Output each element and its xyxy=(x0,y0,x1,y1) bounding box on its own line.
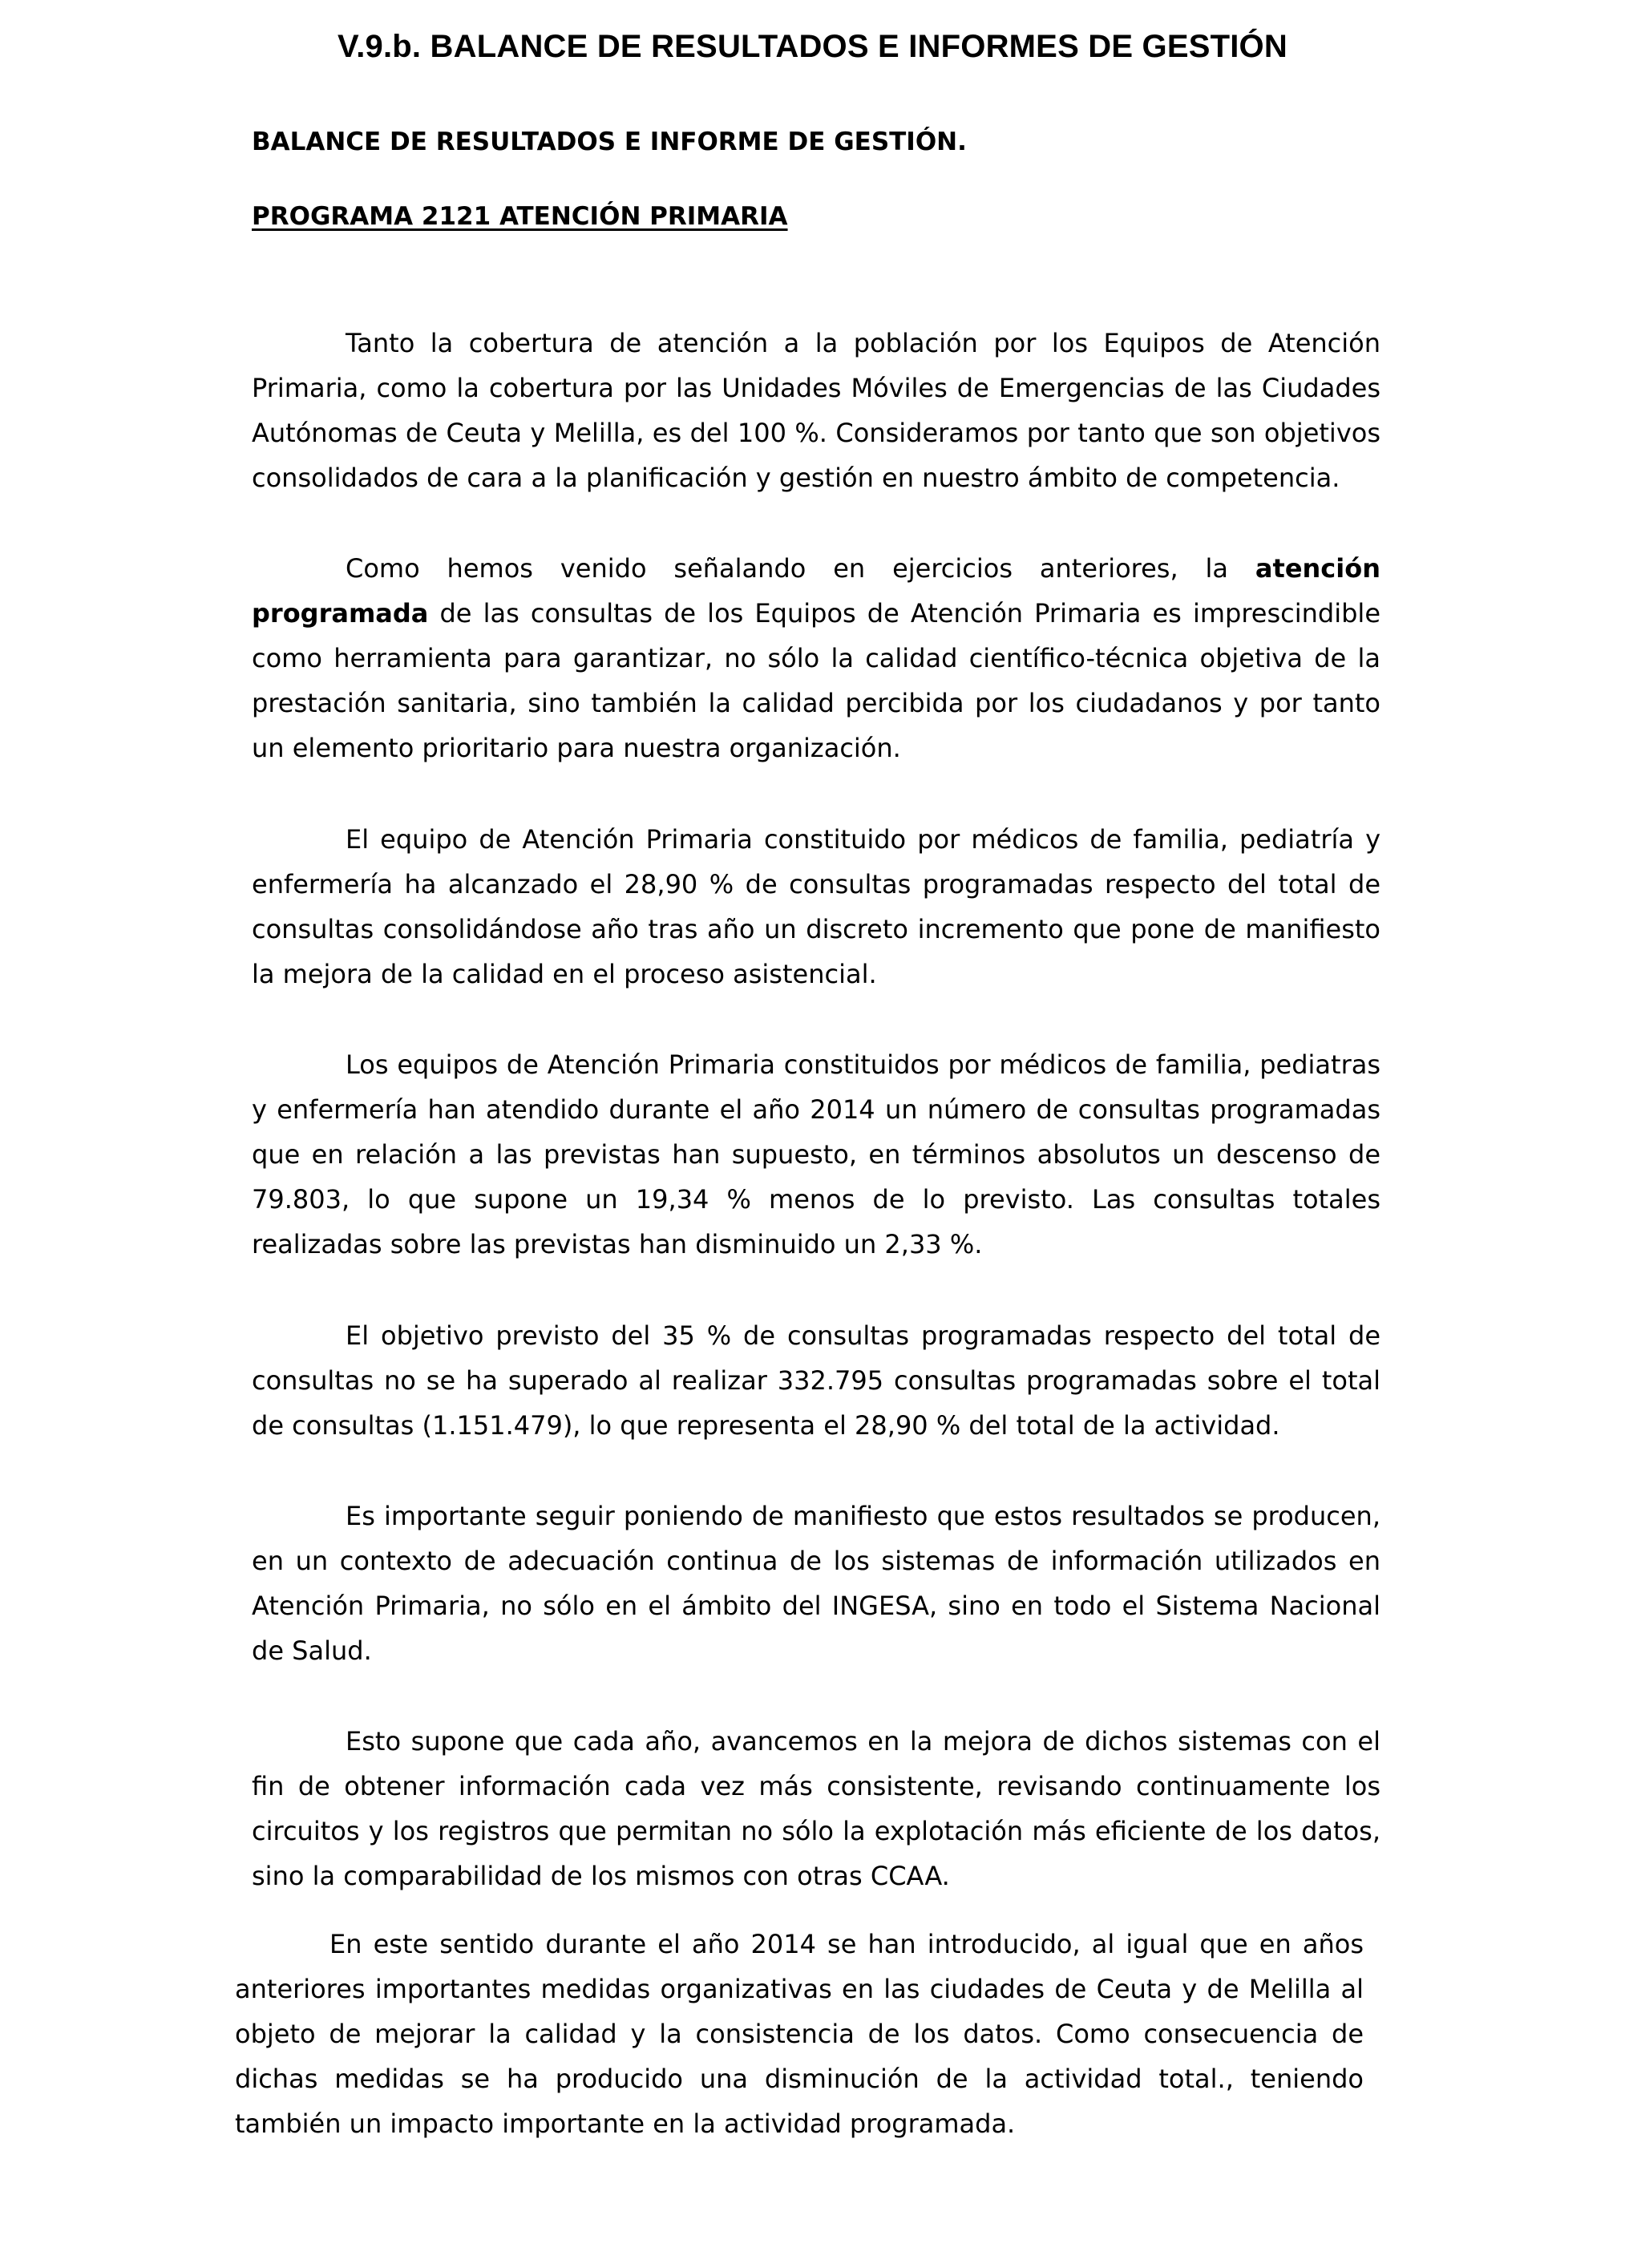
program-heading: PROGRAMA 2121 ATENCIÓN PRIMARIA xyxy=(252,202,788,231)
emphasis-atencion-programada: atención programada xyxy=(252,553,1380,629)
paragraph-information-systems: Es importante seguir poniendo de manifiesto que estos resultados se producen, en un contexto de adecuación continua de los sistemas de información utilizados en Atención Primaria, no sólo en el ámbito del INGESA, sino en todo el Sistema Nacional de Salud. xyxy=(252,1501,1380,1666)
paragraph-scheduled-care xyxy=(252,546,1380,770)
paragraph-scheduled-care-intro: Como hemos venido señalando en ejercicios anteriores, la xyxy=(346,553,1255,584)
paragraph-scheduled-care-rest: de las consultas de los Equipos de Atención Primaria es imprescindible como herramienta para garantizar, no sólo la calidad científico-técnica objetiva de la prestación sanitaria, sino también la calidad percibida por los ciudadanos y por tanto un elemento prioritario para nuestra organización. xyxy=(252,598,1380,763)
document-title: V.9.b. BALANCE DE RESULTADOS E INFORMES DE GESTIÓN xyxy=(338,29,1287,64)
paragraph-team-results: El equipo de Atención Primaria constituido por médicos de familia, pediatría y enfermería ha alcanzado el 28,90 % de consultas programadas respecto del total de consultas consolidándose año tras año un discreto incremento que pone de manifiesto la mejora de la calidad en el proceso asistencial. xyxy=(252,824,1380,989)
paragraph-objective: El objetivo previsto del 35 % de consultas programadas respecto del total de consultas no se ha superado al realizar 332.795 consultas programadas sobre el total de consultas (1.151.479), lo que representa el 28,90 % del total de la actividad. xyxy=(252,1320,1380,1441)
paragraph-coverage: Tanto la cobertura de atención a la población por los Equipos de Atención Primaria, como la cobertura por las Unidades Móviles de Emergencias de las Ciudades Autónomas de Ceuta y Melilla, es del 100 %. Consideramos por tanto que son objetivos consolidados de cara a la planificación y gestión en nuestro ámbito de competencia. xyxy=(252,328,1380,493)
report-subtitle: BALANCE DE RESULTADOS E INFORME DE GESTIÓN. xyxy=(252,127,967,156)
paragraph-organizational-measures: En este sentido durante el año 2014 se han introducido, al igual que en años anteriores importantes medidas organizativas en las ciudades de Ceuta y de Melilla al objeto de mejorar la calidad y la consistencia de los datos. Como consecuencia de dichas medidas se ha producido una disminución de la actividad total., teniendo también un impacto importante en la actividad programada. xyxy=(235,1929,1364,2139)
paragraph-improvement: Esto supone que cada año, avancemos en la mejora de dichos sistemas con el fin de obtener información cada vez más consistente, revisando continuamente los circuitos y los registros que permitan no sólo la explotación más eficiente de los datos, sino la comparabilidad de los mismos con otras CCAA. xyxy=(252,1726,1380,1891)
paragraph-consultations-2014: Los equipos de Atención Primaria constituidos por médicos de familia, pediatras y enfermería han atendido durante el año 2014 un número de consultas programadas que en relación a las previstas han supuesto, en términos absolutos un descenso de 79.803, lo que supone un 19,34 % menos de lo previsto. Las consultas totales realizadas sobre las previstas han disminuido un 2,33 %. xyxy=(252,1049,1380,1259)
